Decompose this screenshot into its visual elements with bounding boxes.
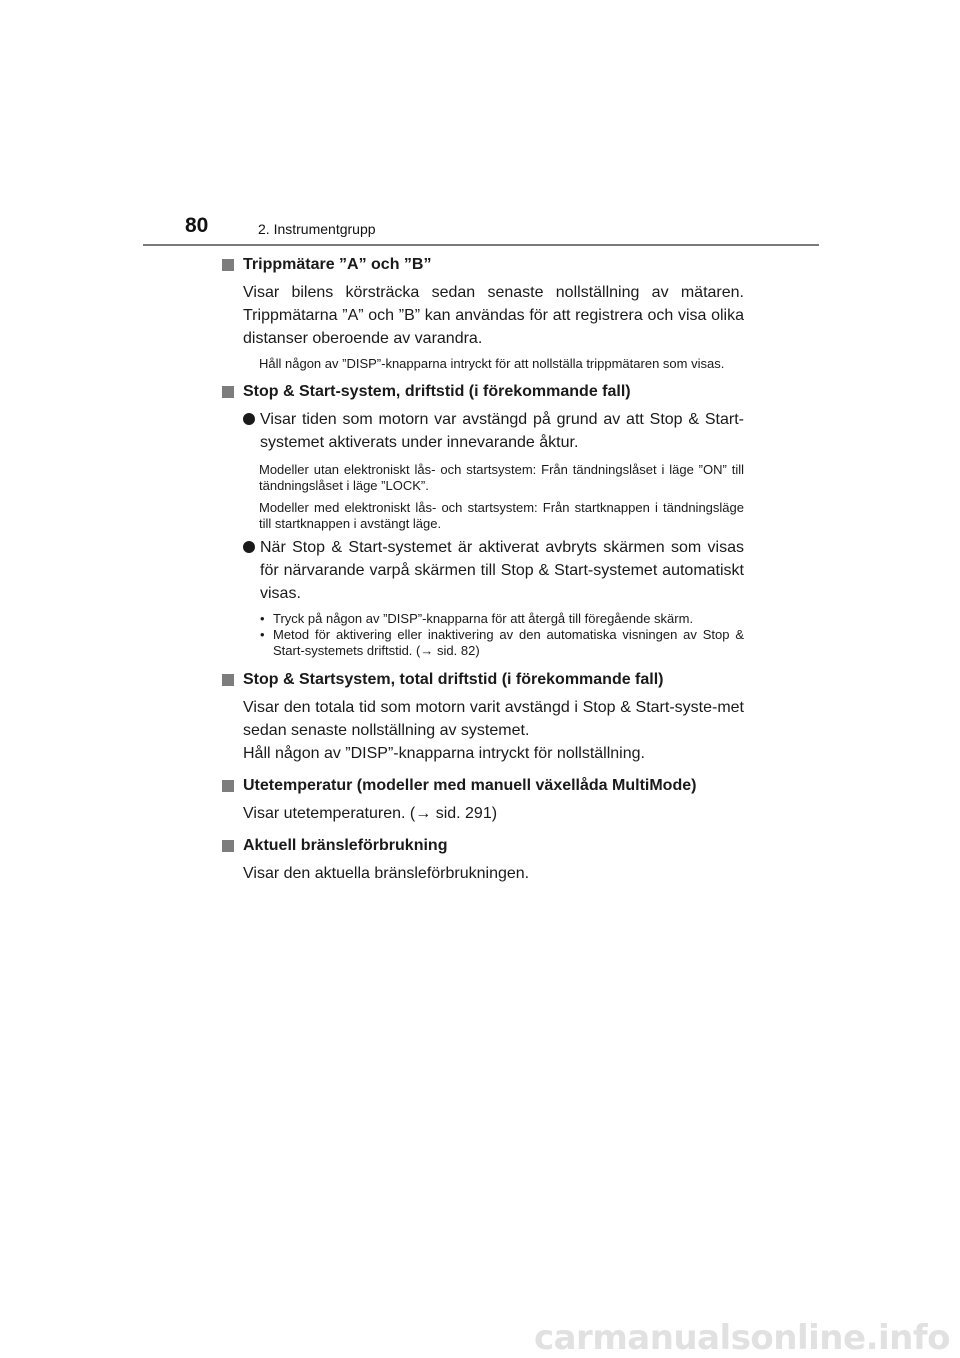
section-heading-text: Utetemperatur (modeller med manuell växellåda MultiMode)	[243, 777, 697, 794]
section-outside-temperature	[222, 775, 744, 825]
right-arrow-icon: →	[415, 805, 436, 822]
square-bullet-icon	[222, 780, 234, 792]
section-body: Visar bilens körsträcka sedan senaste nollställning av mätaren. Trippmätarna ”A” och ”B” kan användas för att registrera och visa olika distanser oberoende av varandra.	[243, 284, 744, 347]
section-heading	[222, 381, 744, 403]
section-note: Håll någon av ”DISP”-knapparna intryckt för att nollställa trippmätaren som visas.	[259, 356, 725, 371]
sub-list-item: • Tryck på någon av ”DISP”-knapparna för att återgå till föregående skärm.	[260, 611, 694, 626]
list-item-text: När Stop & Start-systemet är aktiverat avbryts skärmen som visas för närvarande varpå skärmen till Stop & Start-systemet automatiskt visas.	[260, 539, 744, 602]
section-heading-text: Trippmätare ”A” och ”B”	[243, 256, 432, 273]
square-bullet-icon	[222, 386, 234, 398]
page-number: 80	[185, 214, 209, 237]
square-bullet-icon	[222, 840, 234, 852]
page-reference-link[interactable]: → sid. 291	[415, 805, 492, 822]
section-body: Visar den totala tid som motorn varit avstängd i Stop & Start-syste-met sedan senaste nollställning av systemet.	[243, 699, 744, 739]
square-bullet-icon	[222, 674, 234, 686]
page-reference-link[interactable]: → sid. 82	[420, 643, 476, 658]
square-bullet-icon	[222, 259, 234, 271]
section-heading-text: Stop & Start-system, driftstid (i förekommande fall)	[243, 383, 631, 400]
section-fuel-consumption	[222, 835, 744, 885]
section-heading	[222, 775, 744, 797]
watermark-text: carmanualsonline.info	[533, 1318, 950, 1358]
section-body: Håll någon av ”DISP”-knapparna intryckt för nollställning.	[243, 745, 645, 762]
list-item-text: Visar tiden som motorn var avstängd på grund av att Stop & Start-systemet aktiverats under innevarande åktur.	[260, 411, 744, 451]
section-stop-start-total	[222, 669, 744, 765]
section-body: Visar utetemperaturen. (→ sid. 291)	[243, 805, 498, 822]
chapter-title: 2. Instrumentgrupp	[258, 221, 376, 237]
section-heading	[222, 669, 744, 691]
list-item	[243, 408, 744, 454]
right-arrow-icon: →	[420, 643, 437, 658]
section-note: Modeller utan elektroniskt lås- och startsystem: Från tändningslåset i läge ”ON” till tändningslåset i läge ”LOCK”.	[259, 462, 744, 493]
header-divider	[143, 244, 819, 246]
section-heading	[222, 835, 744, 857]
sub-list-item-text: Tryck på någon av ”DISP”-knapparna för att återgå till föregående skärm.	[273, 611, 694, 626]
section-heading-text: Aktuell bränsleförbrukning	[243, 837, 448, 854]
sub-list-item-text: Metod för aktivering eller inaktivering av den automatiska visningen av Stop & Start-systemets driftstid. (	[273, 627, 744, 658]
section-heading-text: Stop & Startsystem, total driftstid (i förekommande fall)	[243, 671, 664, 688]
filled-circle-bullet-icon	[243, 413, 255, 425]
section-body: Visar den aktuella bränsleförbrukningen.	[243, 865, 530, 882]
page-header	[0, 0, 960, 250]
section-stop-start-runtime	[222, 381, 744, 659]
section-note: Modeller med elektroniskt lås- och startsystem: Från startknappen i tändningsläge till startknappen i avstängt läge.	[259, 500, 744, 531]
watermark	[0, 1310, 960, 1358]
section-trip-meter	[222, 254, 744, 372]
sub-list-item: • Metod för aktivering eller inaktivering av den automatiska visningen av Stop & Start-systemets driftstid. (→ sid. 82)	[260, 627, 744, 658]
list-item	[243, 536, 744, 605]
filled-circle-bullet-icon	[243, 541, 255, 553]
page-content	[222, 254, 744, 885]
section-heading	[222, 254, 744, 276]
